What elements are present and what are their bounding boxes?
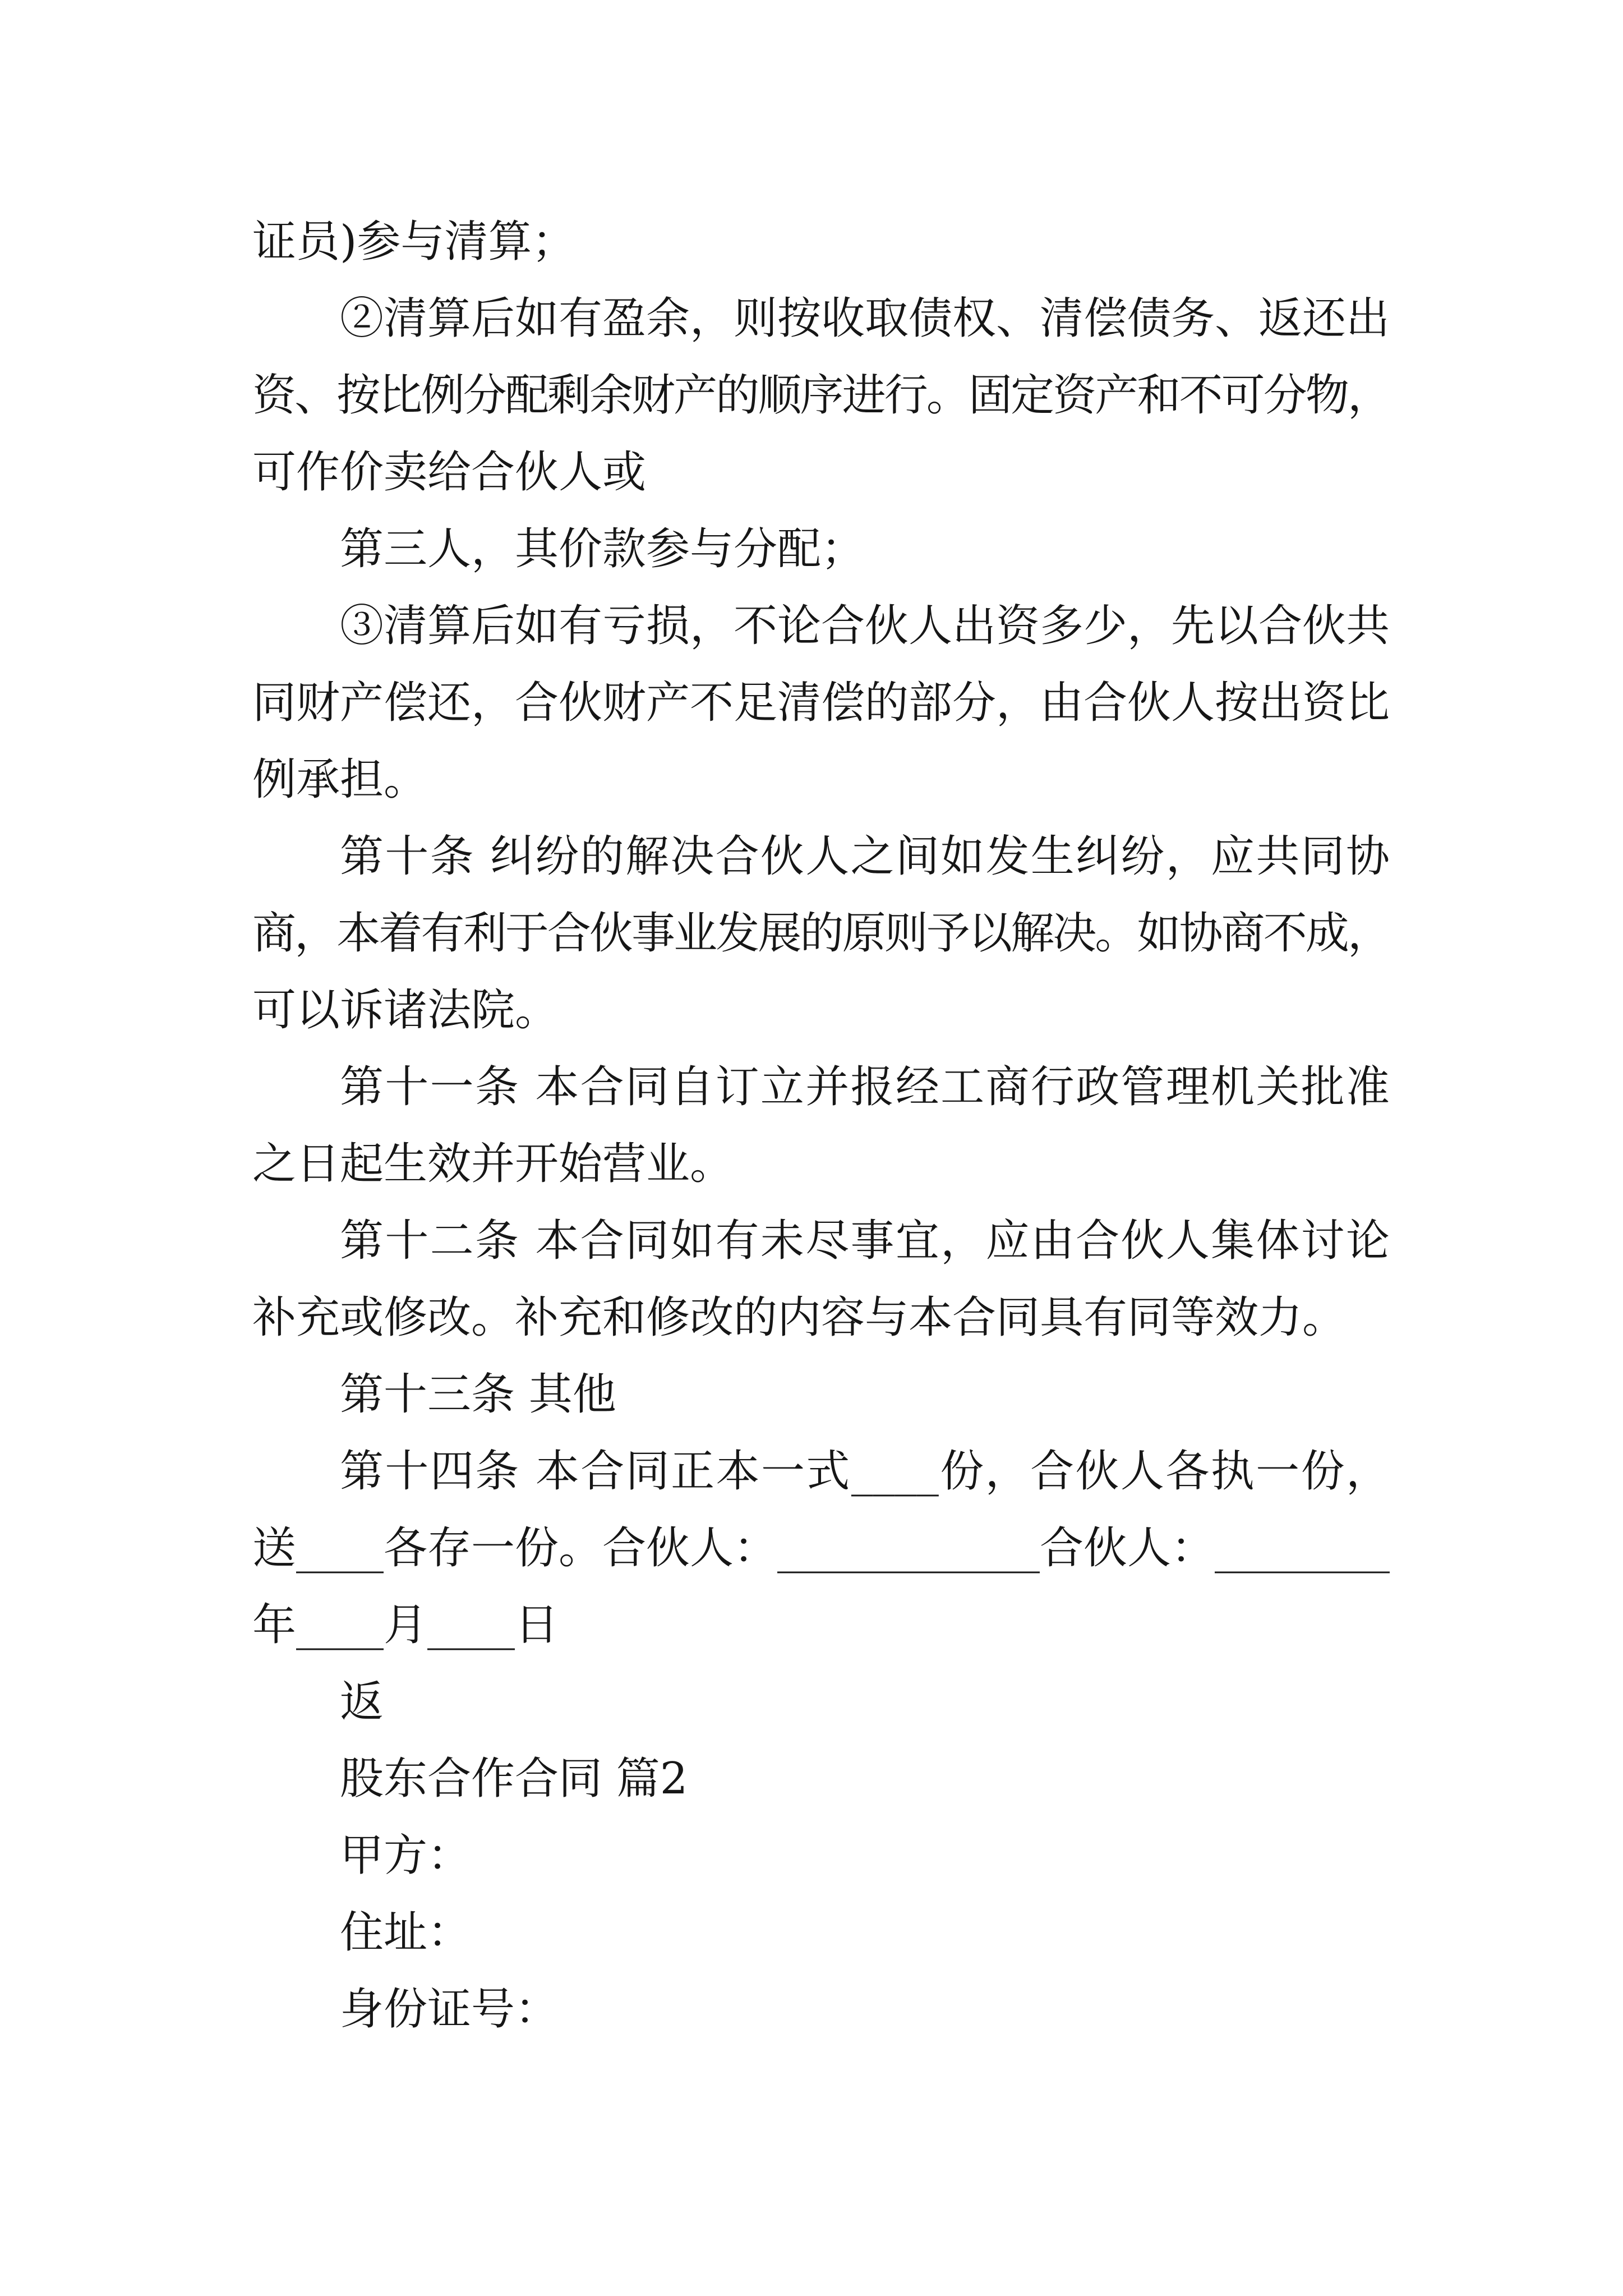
text-line: ③清算后如有亏损，不论合伙人出资多少，先以合伙共 [340, 601, 1390, 651]
text-line: 例承担。 [252, 754, 428, 805]
article-14 [252, 1433, 1390, 1664]
article-12 [252, 1203, 1390, 1356]
text-line: 第十三条 其他 [340, 1369, 616, 1420]
text-line: 甲方： [340, 1830, 472, 1881]
text-line: 同财产偿还，合伙财产不足清偿的部分，由合伙人按出资比 [252, 678, 1390, 728]
paragraph-third-party [252, 511, 1390, 588]
text-line: 第十条 纠纷的解决合伙人之间如发生纠纷，应共同协 [340, 831, 1390, 882]
text-line: 之日起生效并开始营业。 [252, 1139, 734, 1189]
address-label [252, 1894, 1390, 1971]
paragraph-liquidation-surplus [252, 280, 1390, 511]
section-title: 股东合作合同 篇2 [340, 1754, 688, 1804]
date-line: 年____月____日 [252, 1600, 559, 1650]
paragraph-continuation [252, 204, 1390, 280]
text-line: 证员)参与清算； [252, 217, 576, 267]
text-line: 第十一条 本合同自订立并报经工商行政管理机关批准 [340, 1062, 1390, 1112]
text-line: 商，本着有利于合伙事业发展的原则予以解决。如协商不成， [252, 908, 1390, 959]
text-line: 第十四条 本合同正本一式____份，合伙人各执一份， [340, 1446, 1390, 1497]
paragraph-liquidation-loss [252, 588, 1390, 818]
text-line: 第三人，其价款参与分配； [340, 524, 865, 574]
article-10 [252, 818, 1390, 1049]
text-line: 可以诉诸法院。 [252, 985, 559, 1036]
text-line: 补充或修改。补充和修改的内容与本合同具有同等效力。 [252, 1292, 1347, 1343]
text-line: 返 [340, 1677, 384, 1727]
section-heading [252, 1741, 1390, 1818]
signature-line: 送____各存一份。合伙人：____________合伙人：________ [252, 1523, 1390, 1573]
text-line: 资、按比例分配剩余财产的顺序进行。固定资产和不可分物， [252, 370, 1390, 421]
article-11 [252, 1049, 1390, 1203]
text-line: 身份证号： [340, 1984, 559, 2035]
text-line: 第十二条 本合同如有未尽事宜，应由合伙人集体讨论 [340, 1216, 1390, 1266]
text-line: ②清算后如有盈余，则按收取债权、清偿债务、返还出 [340, 293, 1390, 344]
id-number-label [252, 1971, 1390, 2048]
article-13 [252, 1356, 1390, 1433]
return-fragment [252, 1664, 1390, 1741]
party-a-label [252, 1818, 1390, 1894]
document-body [252, 204, 1390, 2048]
text-line: 可作价卖给合伙人或 [252, 447, 647, 498]
text-line: 住址： [340, 1907, 472, 1958]
